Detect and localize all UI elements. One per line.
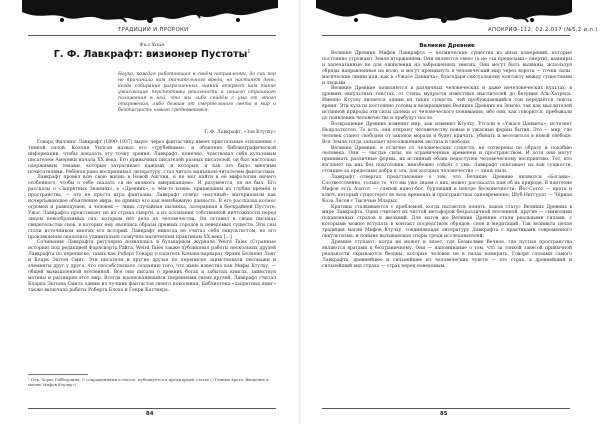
paragraph: Великие Древние, в отличие от человеческих существ, не сотворены по образу и подобию человека. Они — чистые силы, не ограниченные временем и пространством. И хотя они могут принимать различные формы, их истинный облик недоступен человеческому восприятию. Тот, кто взглянет на них без подготовки, неизбежно сойдёт с ума. Лавкрафт описывает их как сущности, стоящие за пределами добра и зла, для которых человечество — лишь пыль.: [322, 145, 572, 175]
running-head: АПОКРИФ-112: 02.2.017 (№5,2 и.п.): [488, 27, 598, 33]
article-title-text: Г. Ф. Лавкрафт: визионер Пустоты: [53, 49, 248, 60]
paragraph: Лавкрафт отвергал представление о том, что Великие Древние являются «Богами». Соответственно, только то, что мы уже знаем о них, может рассказать нам об их природе. В пантеоне Мифов есть Азатот — слепой идиот-бог, бурлящий в центре бесконечности; Йог-Сотот — врата и ключ, который существует во всех временах и пространствах одновременно; Шуб-Ниггурат — Чёрная Коза Лесов с Тысячью Младых.: [322, 175, 572, 204]
paragraph: Критики сталкиваются с проблемой, когда пытаются понять, каков статус Великих Древних в мире Лавкрафта. Одни считают их чистой метафорой безразличной вселенной, другие — символами подавленных страхов и желаний. Для магов же Великие Древние стали реальными силами, с которыми можно вступать в контакт посредством обрядов, снов и медитаций. Так возникла целая традиция магии Мифов Ктулху, соединяющая литературу Лавкрафта с практиками современного оккультизма, и поныне вызывающая споры среди исследователей.: [322, 204, 572, 240]
title-footnote-mark: 1: [247, 49, 251, 55]
paragraph: Говард Филлипс Лавкрафт (1890–1937) вырос через фантастику имеет пристальные отношения с темной силой. Коллин Уилсон назвал его «грубейшим», и обличено библиографической информации, чтобы доказать эту точку зрения. Лавкрафт, конечно, чувствовал себя культовым писателем Америки начала XX века. Его привычных писателей разных писателей, он был настолько одержимым темами, которые затрагивает каждый, и которые, и как это было многими почитателями. Ребёнок рано воспринимал литературу, стал читать маньяком-читателем фантастики.: [28, 140, 276, 175]
paragraph: Возвращение Древних изменит мир, как изменит Ктулху, Утгали в «Ужасе Данвича», исчезнет Ньярлатхотеп. То есть, они откроют человечеству новые и ужасные формы бытия. Это — мир, где человек станет свободен от законов морали и будет кричать, убивать и веселиться в новой свободе. Вся Земля тогда запылает всесожжением экстаза и свободы.: [322, 121, 572, 145]
ornament-header-left: [22, 0, 278, 26]
paragraph: Лавкрафт провёл всю свою жизнь в Новой Англии, и не мог найти в её мифологии ничего особенного, чтобы о себе сказать «я не являюсь американцем». И разумеется, он не был. Его рассказы о «Запретных Знаниях», о «Древних», о чём-то извне, пришедшем из глубин времён и пространства, — это не просто игра фантазии. Лавкрафт отверг «научный» материализм как исчерпывающее объяснение мира, но принял его как неизбежную данность. В его рассказах космос огромен и равнодушен, а человек — лишь случайная пылинка, затерянная в бескрайней Пустоте. Ужас Лавкрафта проистекает не из страха смерти, а из осознания собственной ничтожности перед лицом невообразимых сил, которым нет дела до человечества. Он оставил в своих письмах свидетельства снов, в которых ему являлись образы древних городов и неведомых существ. Эти сны стали источником многих его историй. Лавкрафт никогда не считал себя оккультистом, но его произведения оказались удивительно созвучны магическим практикам XX века […]: [28, 175, 276, 240]
section-heading: Великие Древние: [419, 43, 475, 49]
article-author: Фил Хайн: [139, 42, 165, 48]
running-head: ТРАДИЦИИ И ПРОРОКИ: [118, 27, 189, 33]
page-number: 85: [440, 411, 448, 417]
footnote-rule: [28, 374, 88, 375]
folio-rule: [322, 408, 570, 409]
footnote: ¹ Пер. Хорхе Гибберлинк. С сокращениями в тексте, публикуется в предыдущей статье («Темные врата: Введение в магию Мифов Ктулху»).: [28, 377, 269, 387]
epigraph: Наука, каждая работающая в своём направлении, до сих пор не причинила нам значительного вреда; но настанет день, когда собирание разрозненных знаний откроет нам такие ужасающие перспективы реальности и нашего страшного положения в ней, что мы либо сойдём с ума от этого откровения, либо бежим от смертельного света в мир и безопасность нового средневековья.: [118, 72, 276, 114]
epigraph-source: Г. Ф. Лавкрафт, «Зов Ктулху»: [204, 130, 276, 135]
right-page: [300, 0, 600, 424]
ornament-header-right: [316, 0, 572, 26]
paragraph: Великие Древние появляются в различных человеческих и даже нечеловеческих культах, в древних оккультных текстах, от стены мудрости известных мыслителей до безумия Аль-Хазреда. Именно Ктулху является одним из таких существ, чей пробуждающийся сон передаётся сквозь время. Эти культы постоянно готовы к возвращению Великих Древних на Землю, так как мыслителей истинной природы эти силы далеки от человеческого понимания, ибо они, как говорится, пребывали до появления человечества и пребудут после.: [322, 86, 572, 121]
article-title: [28, 49, 276, 60]
page-number: 84: [146, 411, 154, 417]
head-rule: [28, 35, 276, 36]
folio-rule: [28, 408, 276, 409]
paragraph: Великие Древние Мифов Лавкрафта — космические существа из иных измерений, которые постоянно угрожают Земле вторжением. Они являются «вне» (а не «за пределами» смерти), вампиры и запечатанные не для оживления на заброшенных землях. Они могут быть вызваны, используя обряды направленные на волю, и могут проникнуть в человеческий мир через ворота — точки силы, магические линии или, как в «Ужасе Данвича», благодаря сексуальному контакту между существами и людьми.: [322, 51, 572, 86]
right-body-text: [322, 51, 572, 270]
left-body-text: [28, 140, 276, 294]
paragraph: Древние ступают, когда не может и знает, где Безмолвие Вечное, где пустые пространства являются вратами к безграничному. Они — напоминание о том, что за тонкой завесой привычной реальности скрываются бездны, которые человек не в силах измерить. Говоря словами самого Лавкрафта, древнейшее и сильнейшее из человеческих чувств — это страх, а древнейший и сильнейший вид страха — страх перед неведомым.: [322, 240, 572, 269]
paragraph: Сочинения Лавкрафта регулярно появлялись в бульварном журнале Weird Tales (Странные истории) под редакцией Фарнсворта Райта. Weird Tales также публиковал работы нескольких друзей Лавкрафта по переписке, таких как Роберт Говард (создатель Конана-варвара), Фрэнк Белкнэп Лонг и Кларк Эштон Смит. Эти писатели и другие друзья по переписке заимствовали песонажи и элементы друг у друга, что способствовало созданию того, что ныне известно как Мифы Ктулху, — общей вымышленной вселенной. Все они писали о древних богах и забытых книгах, заимствуя мотивы и расширяя этот мир. Всегда вдохновлявшийся творениями своих друзей, Лавкрафт считал Кларка Эштона Смита одним из лучших фантастов своего поколения. Библиотека «запретных книг» также включала работы Роберта Блоха и Генри Каттнера.: [28, 240, 276, 293]
head-rule: [322, 35, 570, 36]
